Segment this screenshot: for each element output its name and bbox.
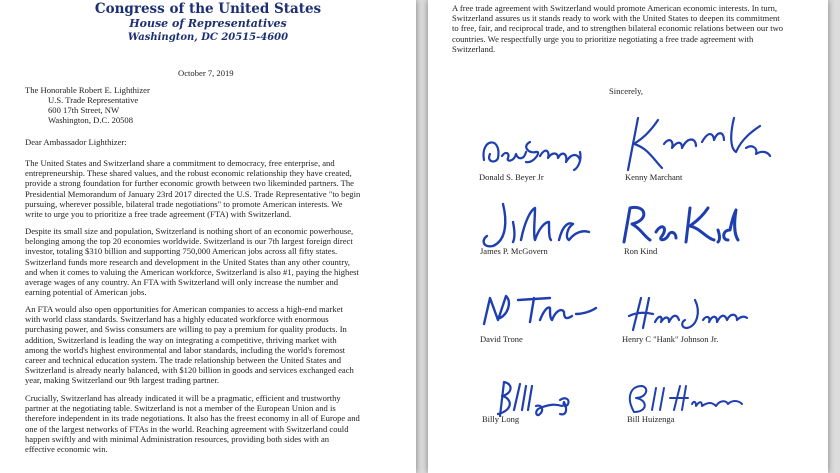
letter-page-1 <box>0 0 416 473</box>
text-line: pursuing, wherever possible, bilateral trade negotiations" to promote American interests. We <box>25 198 343 209</box>
text-line: earning potential of American jobs. <box>25 287 147 298</box>
signer-name: Donald S. Beyer Jr <box>479 172 544 182</box>
text-line: and when it comes to valuing the American workforce, Switzerland is also #1, paying the highest <box>25 266 359 277</box>
signature-mcgovern <box>473 200 613 250</box>
signature-marchant <box>618 108 788 178</box>
closing-sincerely: Sincerely, <box>609 86 644 96</box>
signer-name: David Trone <box>480 334 523 344</box>
text-line: Switzerland is already nearly balanced, with $120 billion in goods and services exchanged each <box>25 365 354 376</box>
text-line: partner at the negotiating table. Switzerland is not a member of the European Union and is <box>25 403 336 414</box>
letter-date: October 7, 2019 <box>178 68 234 78</box>
recipient-line: U.S. Trade Representative <box>48 95 139 105</box>
recipient-line: 600 17th Street, NW <box>48 105 120 115</box>
text-line: Presidential Memorandum of January 23rd 2017 directed the U.S. Trade Representative "to begin <box>25 188 361 199</box>
salutation: Dear Ambassador Lighthizer: <box>25 137 127 147</box>
signature-kind <box>616 200 746 250</box>
letterhead-address: Washington, DC 20515-4600 <box>127 32 289 43</box>
signer-name: Billy Long <box>482 414 520 424</box>
closing-paragraph <box>452 3 822 54</box>
text-line: Switzerland. <box>452 43 496 54</box>
signature-johnson <box>623 294 753 334</box>
signer-name: Henry C "Hank" Johnson Jr. <box>622 334 719 344</box>
text-line: addition, Switzerland is leading the way on integrating a competitive, thriving market with <box>25 334 337 345</box>
body-paragraph-2 <box>25 226 410 297</box>
signature-huizenga <box>624 378 754 418</box>
body-paragraph-3 <box>25 304 410 386</box>
signature-beyer <box>476 128 596 172</box>
signature-trone <box>478 292 608 328</box>
signer-name: James P. McGovern <box>480 246 548 256</box>
text-line: Crucially, Switzerland has already indicated it will be a pragmatic, efficient and trustworthy <box>25 393 341 403</box>
letterhead-title: Congress of the United States <box>94 1 322 17</box>
text-line: write to urge you to prioritize a free trade agreement (FTA) with Switzerland. <box>25 209 292 220</box>
text-line: purchasing power, and Swiss consumers are willing to pay a premium for quality products. In <box>25 324 347 335</box>
recipient-line: The Honorable Robert E. Lighthizer <box>25 85 150 95</box>
text-line: among the world's highest environmental and labor standards, including the world's foremost <box>25 344 346 355</box>
text-line: A free trade agreement with Switzerland would promote American economic interests. In turn, <box>452 3 778 13</box>
text-line: therefore independent in its trade negotiations. It also has the freest economy in all of Europe and <box>25 413 360 424</box>
text-line: with world class standards. Switzerland has a highly educated workforce with enormous <box>25 314 329 325</box>
text-line: Switzerland assures us it stands ready to work with the United States to deepen its commitment <box>452 13 780 24</box>
text-line: average wages of any country. An FTA with Switzerland will only increase the number and <box>25 277 339 288</box>
body-paragraph-4 <box>25 393 410 454</box>
signer-name: Ron Kind <box>624 246 658 256</box>
text-line: belonging among the top 20 economies worldwide. Switzerland is our 7th largest foreign direct <box>25 236 353 247</box>
text-line: effective economic win. <box>25 444 108 455</box>
text-line: one of the largest networks of FTAs in the world. Reaching agreement with Switzerland could <box>25 423 349 434</box>
recipient-line: Washington, D.C. 20508 <box>48 115 134 125</box>
signer-name: Bill Huizenga <box>627 414 675 424</box>
text-line: Switzerland funds more research and development in the United States than any other country, <box>25 256 350 267</box>
letter-page-2 <box>428 0 828 473</box>
signer-name: Kenny Marchant <box>625 172 683 182</box>
text-line: The United States and Switzerland share a commitment to democracy, free enterprise, and <box>25 158 335 168</box>
text-line: investor, totaling $310 billion and supporting 750,000 American jobs across all fifty states. <box>25 246 338 257</box>
text-line: career and technical education system. The trade relationship between the United States and <box>25 355 342 366</box>
body-paragraph-1 <box>25 158 410 219</box>
text-line: happen swiftly and with minimal Administration resources, providing both sides with an <box>25 433 330 444</box>
text-line: provide a strong foundation for further economic growth between two likeminded partners. The <box>25 178 354 189</box>
text-line: An FTA would also open opportunities for American companies to access a high-end market <box>25 304 343 314</box>
text-line: year, making Switzerland our 9th largest trading partner. <box>25 375 219 386</box>
text-line: Despite its small size and population, Switzerland is nothing short of an economic powerhouse, <box>25 226 354 236</box>
text-line: to free, fair, and reciprocal trade, and to strengthen bilateral economic relations between our two <box>452 23 784 34</box>
text-line: countries. We respectfully urge you to prioritize negotiating a free trade agreement with <box>452 33 754 44</box>
letterhead-chamber: House of Representatives <box>129 17 287 30</box>
text-line: entrepreneurship. These shared values, and the robust economic relationship they have created, <box>25 168 352 179</box>
